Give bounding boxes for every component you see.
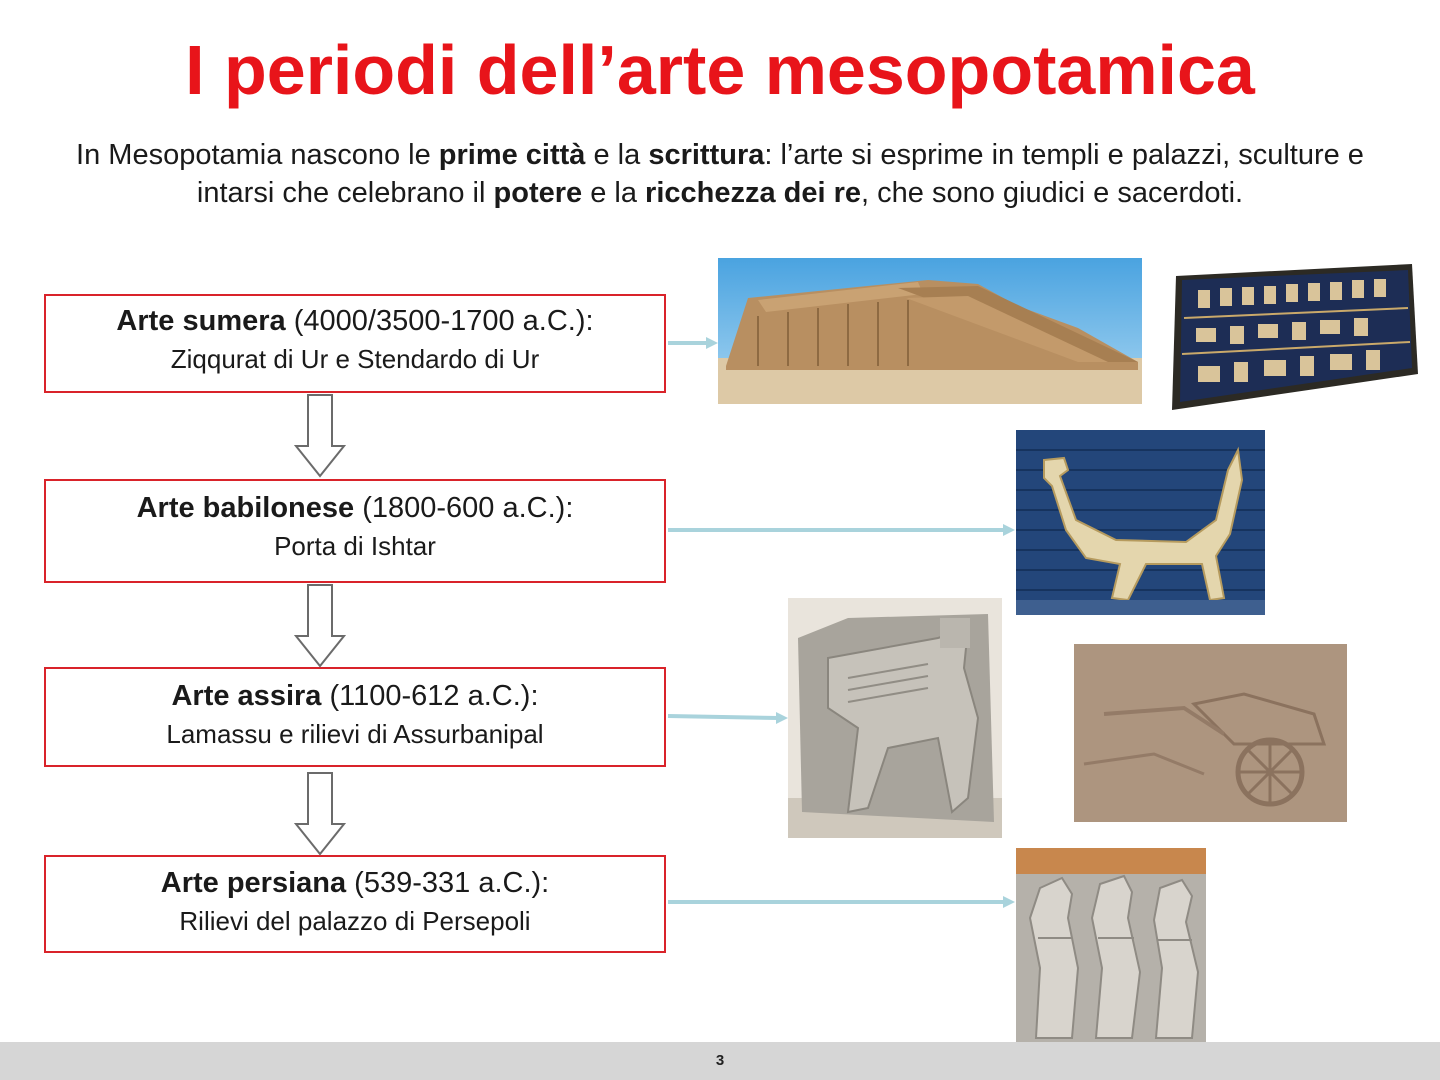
- lamassu-image: [788, 598, 1002, 838]
- period-dates: (4000/3500-1700 a.C.):: [285, 305, 594, 337]
- period-box-assira: [44, 667, 666, 767]
- period-works: Porta di Ishtar: [274, 531, 436, 561]
- intro-bold-scrittura: scrittura: [648, 139, 765, 171]
- intro-paragraph: [40, 136, 1400, 212]
- intro-text-1: In Mesopotamia nascono le: [76, 139, 439, 171]
- period-box-sumera: [44, 294, 666, 393]
- period-name: Arte sumera: [116, 305, 286, 337]
- page-number: 3: [715, 1052, 725, 1069]
- period-dates: (1800-600 a.C.):: [354, 492, 574, 524]
- connector-arrow-assira: [668, 716, 778, 718]
- down-arrow-icon: [294, 772, 346, 856]
- intro-text-3: : l’arte si esprime in templi e palazzi, sculture e intarsi che celebrano il: [196, 139, 1364, 209]
- down-arrow-icon: [294, 394, 346, 478]
- footer-bar: [0, 1042, 1440, 1080]
- period-name: Arte babilonese: [136, 492, 355, 524]
- standard-of-ur-image: [1168, 262, 1420, 410]
- period-name: Arte persiana: [160, 867, 347, 899]
- period-name: Arte assira: [171, 680, 322, 712]
- intro-text-2: e la: [585, 139, 649, 171]
- intro-text-5: , che sono giudici e sacerdoti.: [861, 177, 1244, 209]
- ziggurat-of-ur-image: [718, 258, 1142, 404]
- intro-bold-ricchezza: ricchezza dei re: [645, 177, 862, 209]
- down-arrow-icon: [294, 584, 346, 668]
- intro-bold-potere: potere: [493, 177, 583, 209]
- period-works: Lamassu e rilievi di Assurbanipal: [166, 719, 544, 749]
- period-dates: (539-331 a.C.):: [346, 867, 550, 899]
- period-works: Ziqqurat di Ur e Stendardo di Ur: [170, 344, 540, 374]
- intro-text-4: e la: [582, 177, 646, 209]
- period-box-persiana: [44, 855, 666, 953]
- intro-bold-prime-citta: prime città: [438, 139, 586, 171]
- ishtar-gate-dragon-image: [1016, 430, 1265, 615]
- slide-title: I periodi dell’arte mesopotamica: [185, 31, 1255, 109]
- persepolis-relief-image: [1016, 848, 1206, 1042]
- assurbanipal-relief-image: [1074, 644, 1347, 822]
- period-box-babilonese: [44, 479, 666, 583]
- period-dates: (1100-612 a.C.):: [321, 680, 539, 712]
- period-works: Rilievi del palazzo di Persepoli: [179, 906, 531, 936]
